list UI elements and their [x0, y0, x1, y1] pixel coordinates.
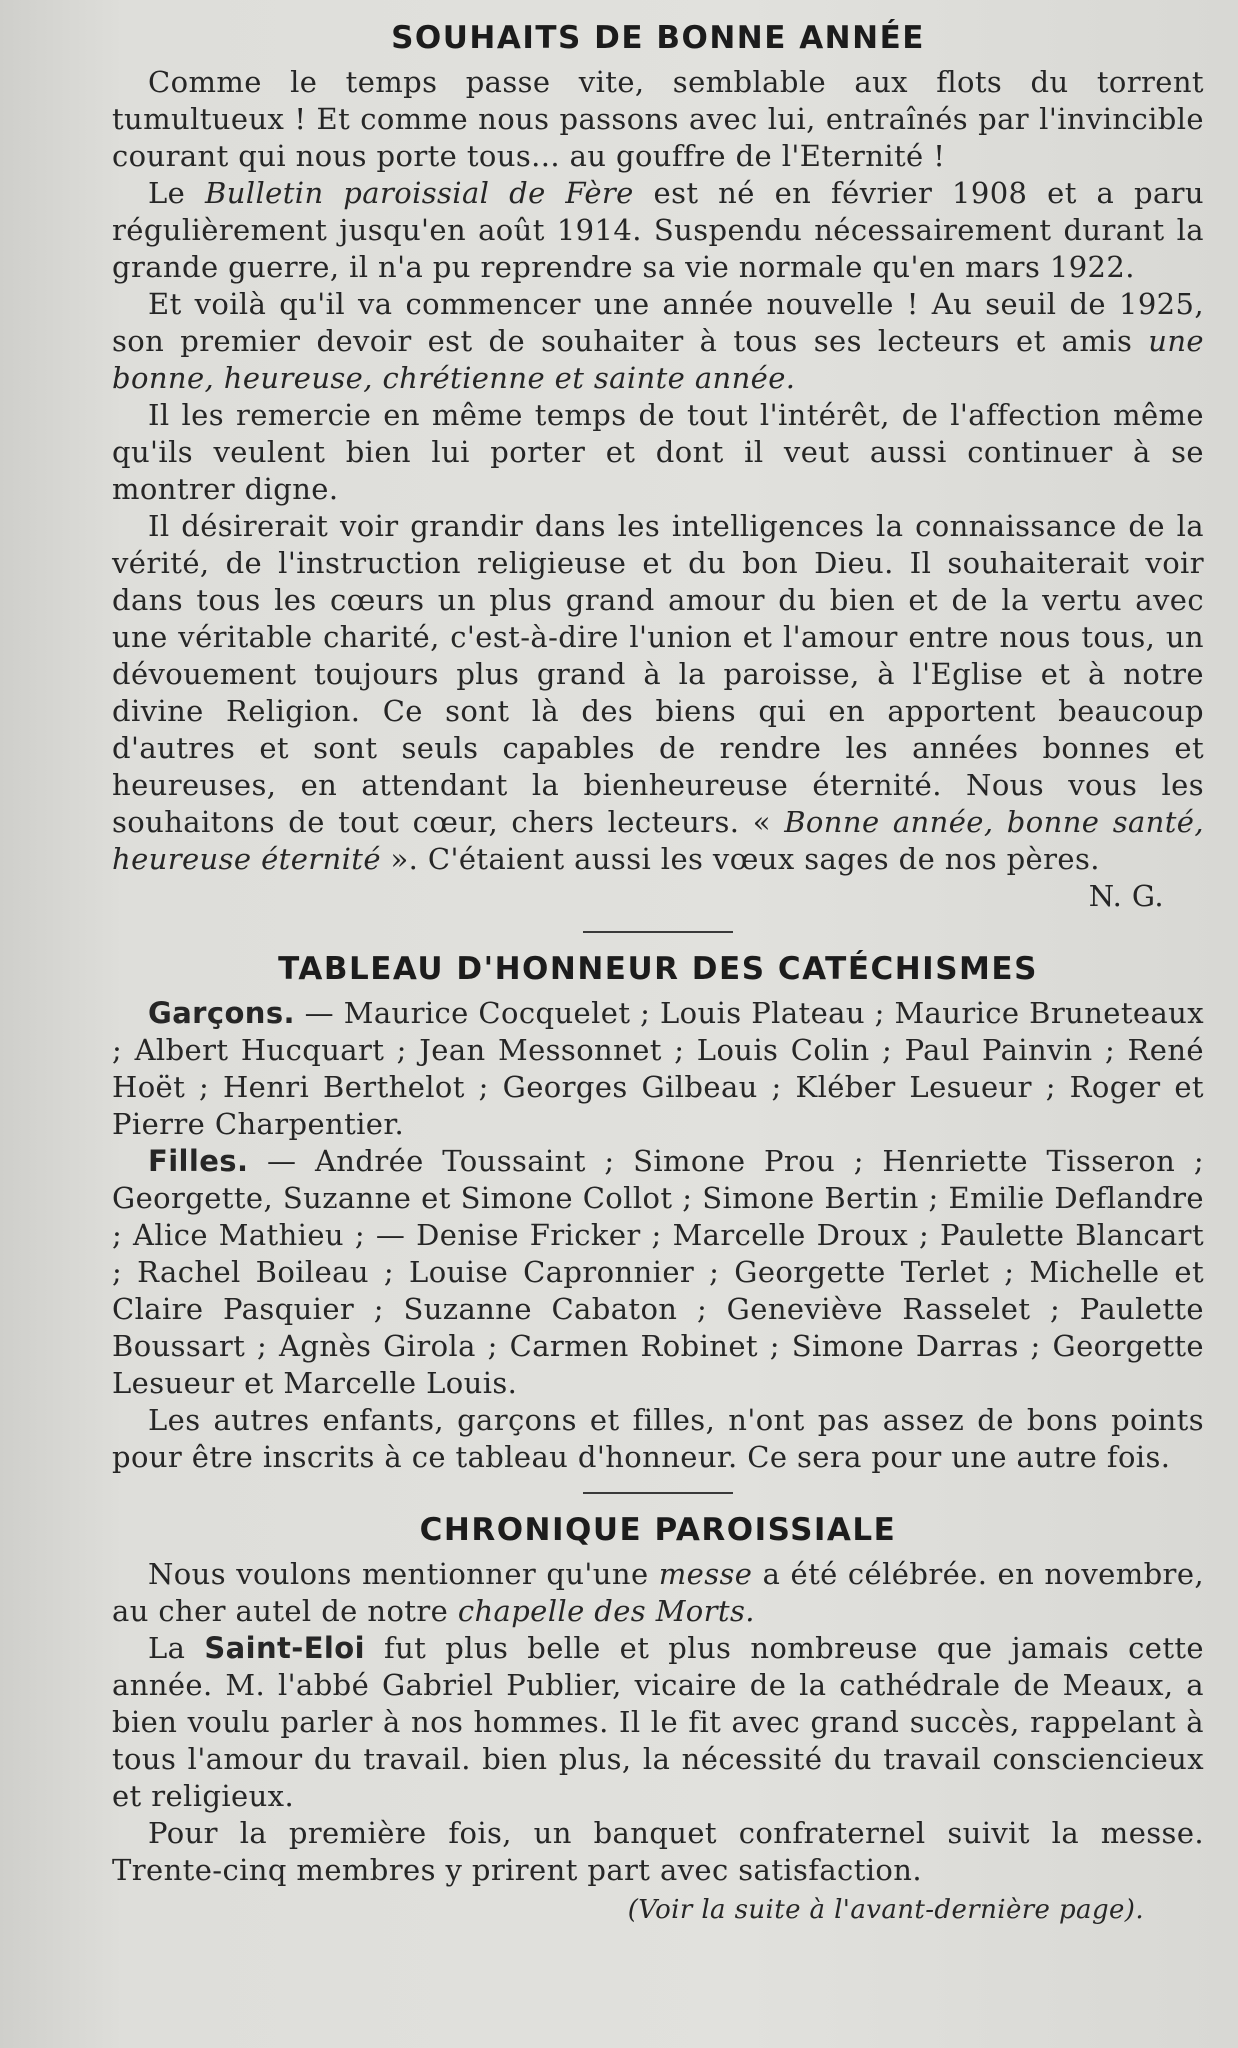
text: Nous voulons mentionner qu'une — [148, 1557, 649, 1591]
paragraph — [112, 64, 1204, 175]
paragraph — [112, 286, 1204, 397]
continuation-note: (Voir la suite à l'avant-dernière page). — [627, 1895, 1144, 1925]
boys-names: — Maurice Cocquelet ; Louis Plateau ; Maurice Bruneteaux ; Albert Hucquart ; Jean Messonnet ; Louis Colin ; Paul Painvin ; René Hoët ; Henri Berthelot ; Georges Gilbeau ; Kléber Lesueur ; Roger et Pierre Charpentier. — [112, 996, 1204, 1141]
text: Et voilà qu'il va commencer une année nouvelle ! Au seuil de 1925, son premier devoir est de souhaiter à tous ses lecteurs et amis — [112, 287, 1204, 358]
text: Il désirerait voir grandir dans les intelligences la connaissance de la vérité, de l'instruction religieuse et du bon Dieu. Il souhaiterait voir dans tous les cœurs un plus grand amour du bien et de la vertu avec une véritable charité, c'est-à-dire l'union et l'amour entre nous tous, un dévouement toujours plus grand à la paroisse, à l'Eglise et à notre divine Religion. Ce sont là des biens qui en apportent beaucoup d'autres et sont seuls capables de rendre les années bonnes et heureuses, en attendant la bienheureuse éternité. Nous vous les souhaitons de tout cœur, chers lecteurs. « — [112, 509, 1204, 839]
text: ». C'étaient aussi les vœux sages de nos pères. — [390, 842, 1100, 876]
signature: N. G. — [1088, 879, 1164, 913]
paragraph — [112, 508, 1204, 913]
section-title-parish-chronicle: CHRONIQUE PAROISSIALE — [419, 1512, 897, 1548]
paragraph — [112, 175, 1204, 286]
paragraph — [112, 1630, 1204, 1815]
divider — [583, 1492, 733, 1494]
text: Le — [148, 176, 186, 210]
text: Les autres enfants, garçons et filles, n'ont pas assez de bons points pour être inscrits à ce tableau d'honneur. Ce sera pour une autre fois. — [112, 1403, 1204, 1474]
wish-text: une bonne, heureuse, chrétienne et sainte année. — [112, 324, 1204, 395]
text: Il les remercie en même temps de tout l'intérêt, de l'affection même qu'ils veulent bien lui porter et dont il veut aussi continuer à se montrer digne. — [112, 398, 1204, 506]
text: est né en février 1908 et a paru régulièrement jusqu'en août 1914. Suspendu nécessairement durant la grande guerre, il n'a pu reprendre sa vie normale qu'en mars 1922. — [112, 176, 1205, 284]
italic-text: chapelle des Morts. — [457, 1594, 755, 1628]
paragraph — [112, 1815, 1204, 1889]
divider — [583, 931, 733, 933]
bulletin-title: Bulletin paroissial de Fère — [205, 176, 634, 210]
text: Comme le temps passe vite, semblable aux flots du torrent tumultueux ! Et comme nous passons avec lui, entraînés par l'invincible courant qui nous porte tous... au gouffre de l'Eternité ! — [112, 65, 1204, 173]
motto-text: Bonne année, bonne santé, heureuse éternité — [112, 805, 1204, 876]
girls-names: — Andrée Toussaint ; Simone Prou ; Henriette Tisseron ; Georgette, Suzanne et Simone Collot ; Simone Bertin ; Emilie Deflandre ; Alice Mathieu ; — Denise Fricker ; Marcelle Droux ; Paulette Blancart ; Rachel Boileau ; Louise Capronnier ; Georgette Terlet ; Michelle et Claire Pasquier ; Suzanne Cabaton ; Geneviève Rasselet ; Paulette Boussart ; Agnès Girola ; Carmen Robinet ; Simone Darras ; Georgette Lesueur et Marcelle Louis. — [112, 1144, 1204, 1400]
paragraph — [112, 397, 1204, 508]
paragraph — [112, 1556, 1204, 1630]
text: fut plus belle et plus nombreuse que jamais cette année. M. l'abbé Gabriel Publier, vicaire de la cathédrale de Meaux, a bien voulu parler à nos hommes. Il le fit avec grand succès, rappelant à tous l'amour du travail. bien plus, la nécessité du travail consciencieux et religieux. — [112, 1631, 1204, 1813]
section-title-new-year-wishes: SOUHAITS DE BONNE ANNÉE — [391, 20, 925, 56]
text: Pour la première fois, un banquet confraternel suivit la messe. Trente-cinq membres y prirent part avec satisfaction. — [112, 1816, 1204, 1887]
text: a été célébrée. en novembre, au cher autel de notre — [112, 1557, 1205, 1628]
boys-label: Garçons. — [148, 996, 295, 1030]
girls-label: Filles. — [148, 1144, 249, 1178]
paragraph-girls — [112, 1143, 1204, 1402]
saint-eloi-label: Saint-Eloi — [204, 1631, 365, 1665]
paragraph — [112, 1402, 1204, 1476]
italic-text: messe — [658, 1557, 753, 1591]
paragraph-boys — [112, 995, 1204, 1143]
section-title-honor-roll: TABLEAU D'HONNEUR DES CATÉCHISMES — [278, 951, 1038, 987]
text: La — [148, 1631, 186, 1665]
